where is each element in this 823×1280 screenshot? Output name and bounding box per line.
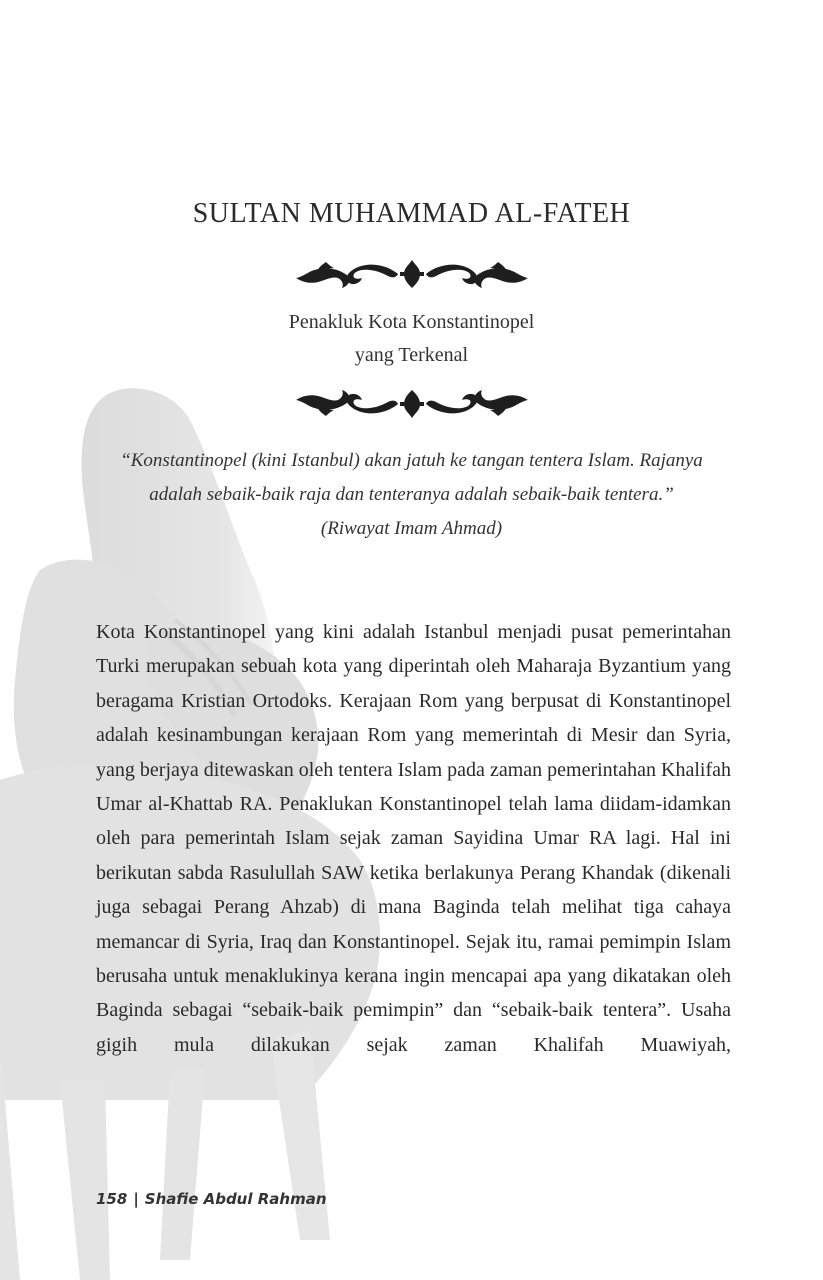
ornamental-divider-icon [296, 256, 528, 292]
body-text [96, 615, 731, 1062]
subtitle-line-1: Penakluk Kota Konstantinopel [288, 311, 535, 333]
quote-text: “Konstantinopel (kini Istanbul) akan jatuh ke tangan tentera Islam. Rajanya adalah sebaik-baik raja dan tenteranya adalah sebaik-baik tentera.” [120, 450, 703, 505]
footer-separator: | [133, 1190, 139, 1208]
chapter-title: SULTAN MUHAMMAD AL-FATEH [192, 198, 631, 229]
page-footer [96, 1190, 327, 1208]
ornamental-divider-icon [296, 386, 528, 422]
subtitle-line-2: yang Terkenal [354, 344, 469, 366]
hadith-quote [110, 444, 713, 546]
page-number: 158 [96, 1190, 128, 1208]
chapter-subtitle [0, 306, 823, 372]
body-paragraph: Kota Konstantinopel yang kini adalah Istanbul menjadi pusat pemerintahan Turki merupakan sebuah kota yang diperintah oleh Maharaja Byzantium yang beragama Kristian Ortodoks. Kerajaan Rom yang berpusat di Konstantinopel adalah kesinambungan kerajaan Rom yang memerintah di Mesir dan Syria, yang berjaya ditewaskan oleh tentera Islam pada zaman pemerintahan Khalifah Umar al-Khattab RA. Penaklukan Konstantinopel telah lama diidam-idamkan oleh para pemerintah Islam sejak zaman Sayidina Umar RA lagi. Hal ini berikutan sabda Rasulullah SAW ketika berlakunya Perang Khandak (dikenali juga sebagai Perang Ahzab) di mana Baginda telah melihat tiga cahaya memancar di Syria, Iraq dan Konstantinopel. Sejak itu, ramai pemimpin Islam berusaha untuk menaklukinya kerana ingin mencapai apa yang dikatakan oleh Baginda sebagai “sebaik-baik pemimpin” dan “sebaik-baik tentera”. Usaha gigih mula dilakukan sejak zaman Khalifah Muawiyah, [96, 621, 731, 1056]
quote-source: (Riwayat Imam Ahmad) [320, 518, 503, 539]
author-name: Shafie Abdul Rahman [144, 1190, 327, 1208]
